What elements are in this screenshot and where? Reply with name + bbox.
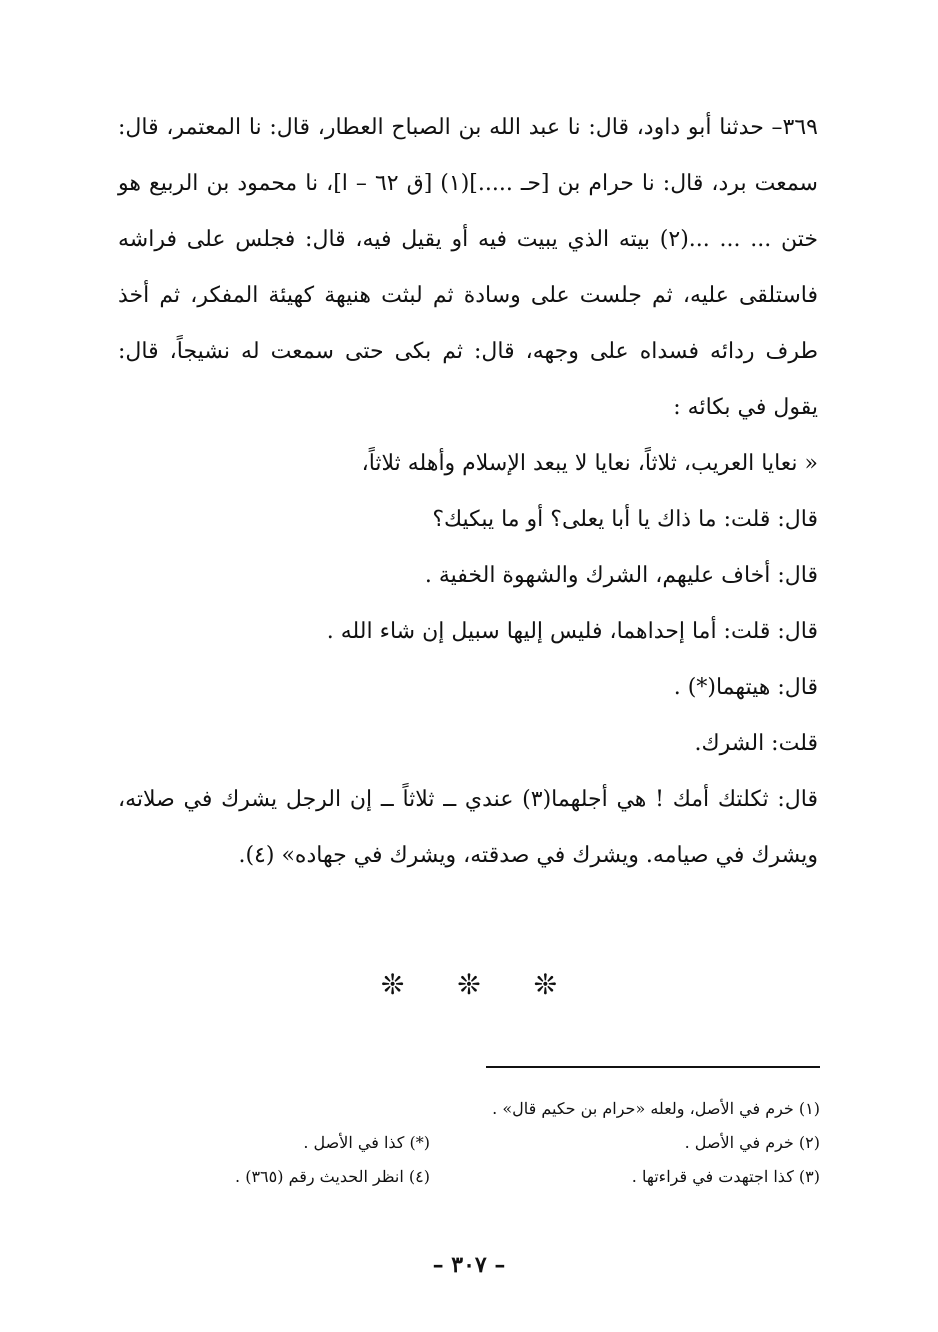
hadith-body [118,100,818,884]
hadith-paragraph-isnad: ٣٦٩– حدثنا أبو داود، قال: نا عبد الله بن الصباح العطار، قال: نا المعتمر، قال: سمعت برد، قال: نا حرام بن [حـ .....](١) [ق ٦٢ – ا]، نا محمود بن الربيع هو ختن ... ... ...(٢) بيته الذي يبيت فيه أو يقيل فيه، قال: فجلس على فراشه فاستلقى عليه، ثم جلست على وسادة ثم لبثت هنيهة كهيئة المفكر، ثم أخذ طرف ردائه فسداه على وجهه، قال: ثم بكى حتى سمعت له نشيجاً، قال: يقول في بكائه : [118,115,818,420]
footnote-1: (١) خرم في الأصل، ولعله «حرام بن حكيم قال» . [492,1099,820,1118]
footnote-row [110,1126,820,1160]
hadith-line-naaya: « نعايا العريب، ثلاثاً، نعايا لا يبعد الإسلام وأهله ثلاثاً، [361,451,818,476]
asterism-star-icon: ❊ [457,968,481,1001]
asterism-star-icon: ❊ [380,968,405,1001]
section-divider-ornament [0,968,938,1001]
footnote-row [110,1092,820,1126]
hadith-line-one-of-them: قال: قلت: أما إحداهما، فليس إليها سبيل إن شاء الله . [326,619,818,644]
hadith-line-fear: قال: أخاف عليهم، الشرك والشهوة الخفية . [424,563,818,588]
footnote-separator [486,1066,820,1068]
hadith-line-hitahuma: قال: هيتهما(*) . [673,675,818,700]
footnote-star: (*) كذا في الأصل . [303,1133,430,1152]
hadith-paragraph-ending: قال: ثكلتك أمك ! هي أجلهما(٣) عندي ــ ثلاثاً ــ إن الرجل يشرك في صلاته، ويشرك في صيامه. ويشرك في صدقته، ويشرك في جهاده» (٤). [118,787,818,868]
footnote-3: (٣) كذا اجتهدت في قراءتها . [631,1167,820,1186]
asterism-star-icon: ❊ [533,968,558,1001]
page-number: – ٣٠٧ – [432,1252,506,1278]
hadith-line-shirk: قلت: الشرك. [694,731,818,756]
footnotes [110,1092,820,1194]
footnote-2: (٢) خرم في الأصل . [684,1133,820,1152]
footnote-row [110,1160,820,1194]
footnote-4: (٤) انظر الحديث رقم (٣٦٥) . [235,1167,430,1186]
hadith-line-question: قال: قلت: ما ذاك يا أبا يعلى؟ أو ما يبكيك؟ [432,507,818,532]
